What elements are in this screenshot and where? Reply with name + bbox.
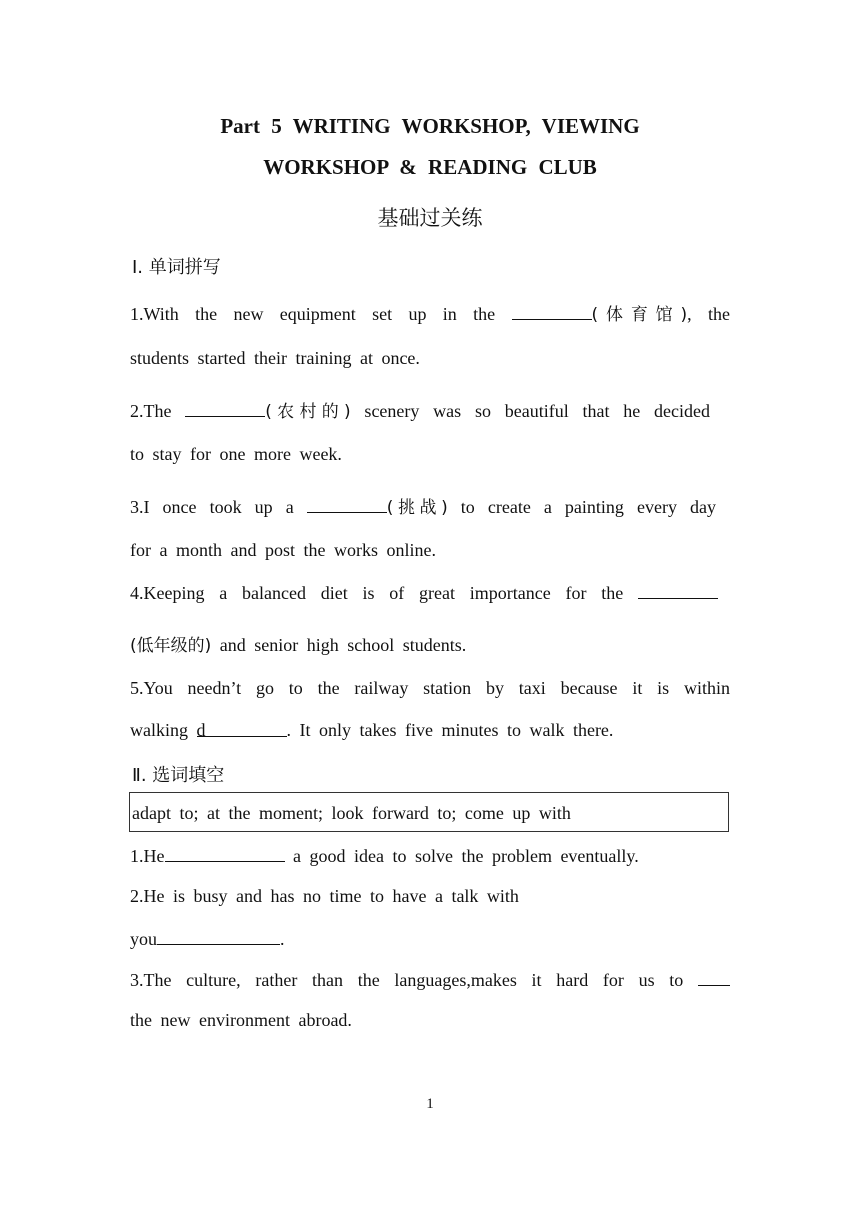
question-1-line-1: 1.With the new equipment set up in the (体育馆), the xyxy=(130,304,730,325)
answer-blank[interactable] xyxy=(512,303,592,320)
answer-blank-with-letter[interactable]: d xyxy=(197,720,287,737)
answer-blank[interactable] xyxy=(698,969,730,986)
hint-text: (体育馆) xyxy=(591,305,688,325)
question-5-line-1: 5.You needn’t go to the railway station by taxi because it is within xyxy=(130,678,730,698)
fill-question-3-line-2: the new environment abroad. xyxy=(130,1010,352,1030)
page-number: 1 xyxy=(426,1096,434,1112)
question-1-line-2: students started their training at once. xyxy=(130,348,420,368)
title-line-2: WORKSHOP & READING CLUB xyxy=(263,155,597,179)
fill-question-2-line-1: 2.He is busy and has no time to have a talk with xyxy=(130,886,519,906)
word-bank-box xyxy=(129,792,729,832)
answer-blank[interactable] xyxy=(165,845,285,862)
question-2-line-2: to stay for one more week. xyxy=(130,444,342,464)
answer-blank[interactable] xyxy=(157,928,280,945)
hint-text: (农村的) xyxy=(265,402,351,422)
word-bank-text: adapt to; at the moment; look forward to; come up with xyxy=(132,803,571,823)
question-5-line-2: walking d . It only takes five minutes to walk there. xyxy=(130,720,614,740)
hint-text: (低年级的) xyxy=(130,636,212,656)
hint-text: (挑战) xyxy=(386,498,448,518)
section-1-heading: Ⅰ. 单词拼写 xyxy=(132,257,221,278)
answer-blank[interactable] xyxy=(638,582,718,599)
fill-question-3-line-1: 3.The culture, rather than the languages,makes it hard for us to xyxy=(130,969,730,991)
question-3-line-1: 3.I once took up a (挑战) to create a painting every day xyxy=(130,497,716,518)
question-3-line-2: for a month and post the works online. xyxy=(130,540,436,560)
fill-question-2-line-2: you . xyxy=(130,929,285,949)
question-2-line-1: 2.The (农村的) scenery was so beautiful that he decided xyxy=(130,401,711,422)
section-2-heading: Ⅱ. 选词填空 xyxy=(132,765,225,786)
subtitle: 基础过关练 xyxy=(377,206,483,230)
question-4-line-2: (低年级的) and senior high school students. xyxy=(130,635,467,656)
fill-question-1: 1.He a good idea to solve the problem eventually. xyxy=(130,846,639,866)
title-line-1: Part 5 WRITING WORKSHOP, VIEWING xyxy=(220,114,640,138)
question-4-line-1: 4.Keeping a balanced diet is of great importance for the xyxy=(130,582,718,604)
answer-blank[interactable] xyxy=(185,400,265,417)
answer-blank[interactable] xyxy=(307,496,387,513)
